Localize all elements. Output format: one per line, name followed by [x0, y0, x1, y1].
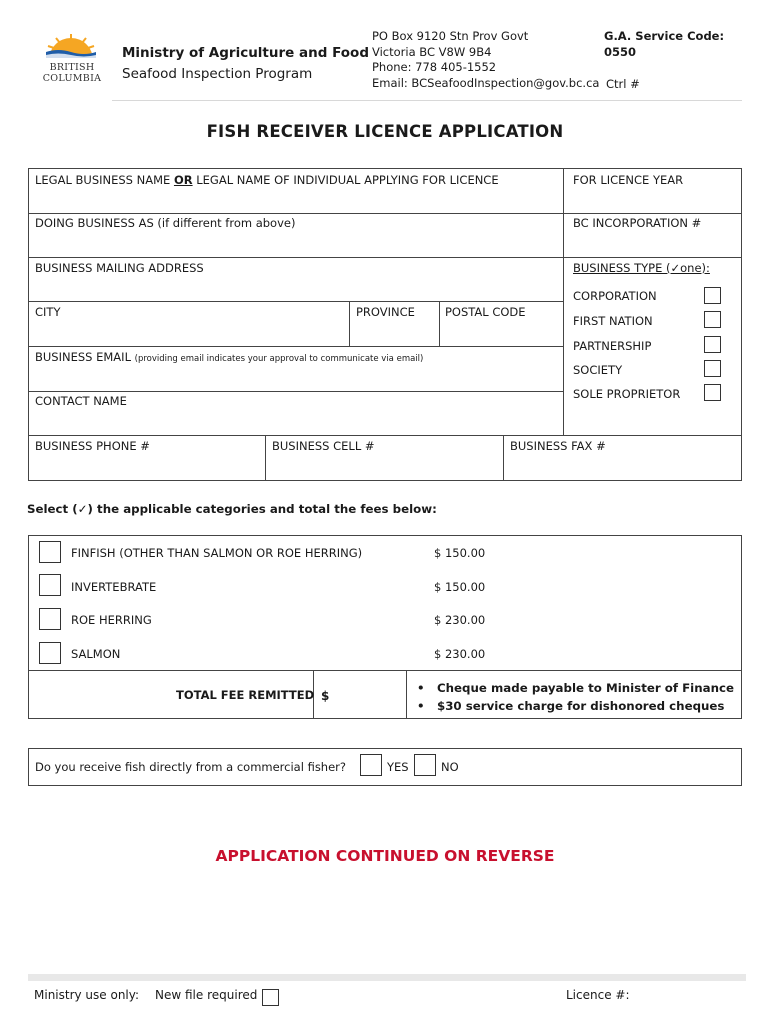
new-file-label: New file required [155, 988, 258, 1002]
or-label: OR [173, 173, 193, 187]
bc-logo [40, 34, 104, 90]
postal-code-field[interactable]: POSTAL CODE [445, 305, 526, 319]
yes-checkbox[interactable] [360, 754, 382, 776]
row-divider [29, 301, 563, 302]
licence-number-field[interactable]: Licence #: [566, 988, 630, 1002]
ministry-name: Ministry of Agriculture and Food [122, 45, 369, 61]
row-divider [29, 670, 742, 671]
payment-note: • Cheque made payable to Minister of Finance [417, 679, 734, 697]
roe-herring-checkbox[interactable] [39, 608, 61, 630]
continued-notice: APPLICATION CONTINUED ON REVERSE [215, 847, 555, 865]
phone-field[interactable]: BUSINESS PHONE # [35, 439, 150, 453]
logo-line-2: COLUMBIA [42, 73, 102, 84]
type-first-nation-checkbox[interactable] [704, 311, 721, 328]
address-line: PO Box 9120 Stn Prov Govt [372, 29, 529, 43]
licence-year-field[interactable]: FOR LICENCE YEAR [573, 173, 684, 187]
invertebrate-label: INVERTEBRATE [71, 580, 157, 594]
salmon-label: SALMON [71, 647, 121, 661]
row-divider [29, 435, 742, 436]
row-divider [29, 346, 563, 347]
type-corporation-checkbox[interactable] [704, 287, 721, 304]
form-title: FISH RECEIVER LICENCE APPLICATION [206, 122, 564, 141]
fees-table [28, 535, 742, 719]
col-divider [349, 301, 350, 346]
no-label: NO [441, 760, 459, 774]
city-field[interactable]: CITY [35, 305, 61, 319]
commercial-fisher-question [28, 748, 742, 786]
yes-label: YES [387, 760, 409, 774]
mailing-address-field[interactable]: BUSINESS MAILING ADDRESS [35, 261, 204, 275]
type-first-nation-label: FIRST NATION [573, 314, 653, 328]
business-type-label: BUSINESS TYPE (✓one): [573, 261, 710, 275]
type-partnership-checkbox[interactable] [704, 336, 721, 353]
total-fee-label: TOTAL FEE REMITTED [176, 688, 315, 702]
ministry-use-label: Ministry use only: [34, 988, 140, 1002]
payment-notes [417, 679, 734, 715]
bc-incorporation-field[interactable]: BC INCORPORATION # [573, 216, 702, 230]
fee-instructions: Select (✓) the applicable categories and total the fees below: [27, 502, 437, 516]
no-checkbox[interactable] [414, 754, 436, 776]
email-label: BUSINESS EMAIL [35, 350, 131, 364]
col-divider [406, 670, 407, 719]
row-divider [29, 213, 742, 214]
type-sole-proprietor-checkbox[interactable] [704, 384, 721, 401]
row-divider [29, 391, 563, 392]
row-divider [29, 257, 742, 258]
ctrl-number-label: Ctrl # [606, 77, 640, 91]
type-corporation-label: CORPORATION [573, 289, 657, 303]
roe-herring-amount: $ 230.00 [434, 613, 486, 627]
email-note: (providing email indicates your approval to communicate via email) [134, 354, 424, 364]
total-fee-input[interactable]: $ [321, 689, 330, 703]
type-society-label: SOCIETY [573, 363, 623, 377]
legal-name-label-rest: LEGAL NAME OF INDIVIDUAL APPLYING FOR LICENCE [192, 173, 499, 187]
salmon-checkbox[interactable] [39, 642, 61, 664]
col-divider [439, 301, 440, 346]
finfish-amount: $ 150.00 [434, 546, 486, 560]
cell-field[interactable]: BUSINESS CELL # [272, 439, 375, 453]
salmon-amount: $ 230.00 [434, 647, 486, 661]
province-field[interactable]: PROVINCE [356, 305, 415, 319]
roe-herring-label: ROE HERRING [71, 613, 152, 627]
email-field[interactable] [35, 350, 423, 364]
program-name: Seafood Inspection Program [122, 66, 313, 82]
service-code-value: 0550 [604, 44, 637, 59]
sun-icon [46, 34, 96, 58]
payment-note: • $30 service charge for dishonored cheques [417, 697, 734, 715]
invertebrate-amount: $ 150.00 [434, 580, 486, 594]
contact-name-field[interactable]: CONTACT NAME [35, 394, 127, 408]
service-code [604, 29, 724, 60]
phone-line: Phone: 778 405-1552 [372, 60, 497, 75]
new-file-checkbox[interactable] [262, 989, 279, 1006]
legal-name-field[interactable] [35, 173, 499, 187]
business-info-form [28, 168, 742, 481]
header-divider [112, 100, 742, 101]
type-sole-proprietor-label: SOLE PROPRIETOR [573, 387, 681, 401]
type-society-checkbox[interactable] [704, 360, 721, 377]
email-line: Email: BCSeafoodInspection@gov.bc.ca [372, 75, 600, 90]
finfish-checkbox[interactable] [39, 541, 61, 563]
logo-line-1: BRITISH [49, 62, 95, 73]
legal-name-label: LEGAL BUSINESS NAME [35, 173, 174, 187]
col-divider [265, 435, 266, 481]
contact-address [372, 29, 599, 91]
type-partnership-label: PARTNERSHIP [573, 339, 652, 353]
col-divider [563, 169, 564, 435]
fax-field[interactable]: BUSINESS FAX # [510, 439, 606, 453]
footer-divider [28, 974, 746, 981]
service-code-label: G.A. Service Code: [604, 29, 725, 43]
question-text: Do you receive fish directly from a commercial fisher? [35, 760, 347, 774]
dba-field[interactable]: DOING BUSINESS AS (if different from above) [35, 216, 296, 230]
address-line: Victoria BC V8W 9B4 [372, 44, 492, 59]
finfish-label: FINFISH (OTHER THAN SALMON OR ROE HERRING) [71, 546, 363, 560]
col-divider [503, 435, 504, 481]
invertebrate-checkbox[interactable] [39, 574, 61, 596]
